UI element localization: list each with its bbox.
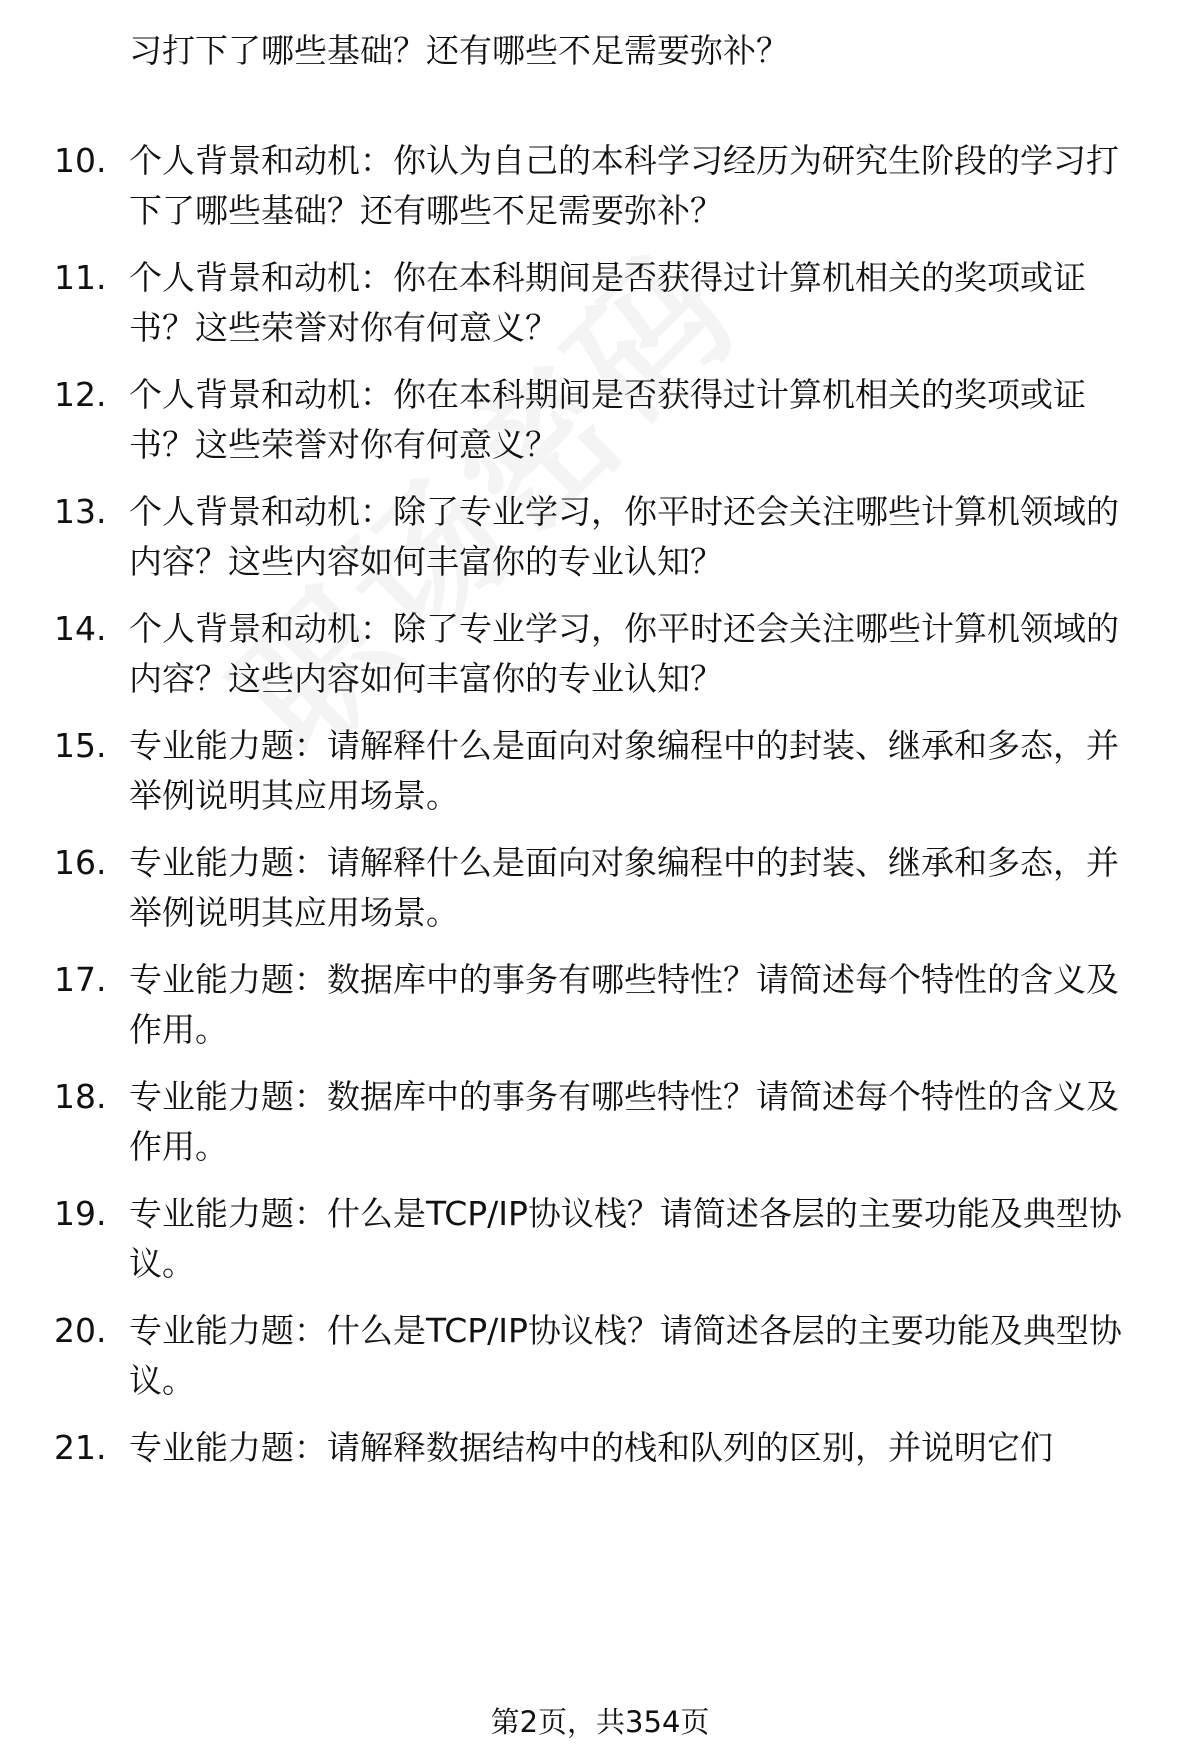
item-text: 专业能力题：数据库中的事务有哪些特性？请简述每个特性的含义及作用。 bbox=[129, 960, 1119, 1049]
continuation-text: 习打下了哪些基础？还有哪些不足需要弥补？ bbox=[129, 31, 789, 70]
list-item bbox=[54, 838, 1154, 938]
list-item bbox=[54, 1306, 1154, 1406]
item-text: 专业能力题：请解释数据结构中的栈和队列的区别，并说明它们 bbox=[129, 1428, 1053, 1467]
item-text: 专业能力题：请解释什么是面向对象编程中的封装、继承和多态，并举例说明其应用场景。 bbox=[129, 726, 1119, 815]
page-footer: 第2页，共354页 bbox=[490, 1705, 710, 1739]
item-number: 18. bbox=[54, 1077, 107, 1116]
list-item bbox=[54, 721, 1154, 821]
item-number: 10. bbox=[54, 141, 107, 180]
list-item bbox=[54, 1072, 1154, 1172]
item-text: 个人背景和动机：你认为自己的本科学习经历为研究生阶段的学习打下了哪些基础？还有哪些不足需要弥补？ bbox=[129, 141, 1119, 230]
list-item bbox=[54, 955, 1154, 1055]
item-number: 14. bbox=[54, 609, 107, 648]
list-item bbox=[54, 253, 1154, 353]
item-number: 13. bbox=[54, 492, 107, 531]
item-number: 20. bbox=[54, 1311, 107, 1350]
item-number: 16. bbox=[54, 843, 107, 882]
item-text: 个人背景和动机：除了专业学习，你平时还会关注哪些计算机领域的内容？这些内容如何丰富你的专业认知？ bbox=[129, 492, 1119, 581]
list-item bbox=[54, 370, 1154, 470]
list-item bbox=[54, 604, 1154, 704]
item-number: 11. bbox=[54, 258, 107, 297]
item-number: 12. bbox=[54, 375, 107, 414]
list-item bbox=[54, 136, 1154, 236]
list-item bbox=[54, 1189, 1154, 1289]
list-item bbox=[54, 1423, 1154, 1473]
item-text: 专业能力题：请解释什么是面向对象编程中的封装、继承和多态，并举例说明其应用场景。 bbox=[129, 843, 1119, 932]
item-number: 17. bbox=[54, 960, 107, 999]
item-text: 个人背景和动机：除了专业学习，你平时还会关注哪些计算机领域的内容？这些内容如何丰富你的专业认知？ bbox=[129, 609, 1119, 698]
list-item bbox=[54, 487, 1154, 587]
item-text: 专业能力题：什么是TCP/IP协议栈？请简述各层的主要功能及典型协议。 bbox=[129, 1194, 1122, 1283]
item-text: 专业能力题：什么是TCP/IP协议栈？请简述各层的主要功能及典型协议。 bbox=[129, 1311, 1122, 1400]
item-text: 专业能力题：数据库中的事务有哪些特性？请简述每个特性的含义及作用。 bbox=[129, 1077, 1119, 1166]
item-number: 19. bbox=[54, 1194, 107, 1233]
item-number: 21. bbox=[54, 1428, 107, 1467]
item-text: 个人背景和动机：你在本科期间是否获得过计算机相关的奖项或证书？这些荣誉对你有何意义？ bbox=[129, 375, 1086, 464]
item-text: 个人背景和动机：你在本科期间是否获得过计算机相关的奖项或证书？这些荣誉对你有何意义？ bbox=[129, 258, 1086, 347]
item-number: 15. bbox=[54, 726, 107, 765]
